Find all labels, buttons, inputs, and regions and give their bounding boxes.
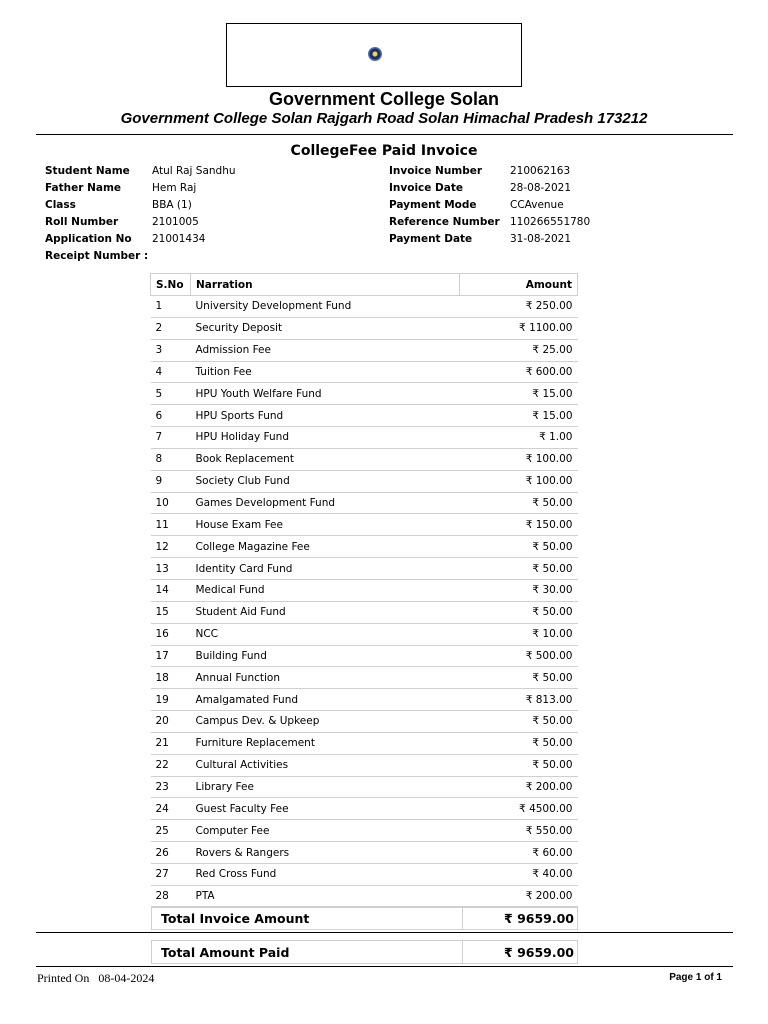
table-row — [151, 339, 578, 361]
row-sno: 11 — [151, 514, 191, 536]
payment-date-value: 31-08-2021 — [510, 233, 572, 245]
total-invoice-label: Total Invoice Amount — [161, 911, 310, 926]
footer-divider — [36, 966, 733, 967]
table-row — [151, 820, 578, 842]
table-row — [151, 601, 578, 623]
row-narration: HPU Sports Fund — [190, 405, 459, 427]
total-paid-divider — [462, 941, 463, 963]
row-narration: Red Cross Fund — [190, 863, 459, 885]
header-divider — [36, 134, 733, 135]
row-sno: 5 — [151, 383, 191, 405]
row-amount: ₹ 50.00 — [460, 667, 578, 689]
total-paid-box — [151, 940, 578, 964]
row-narration: College Magazine Fee — [190, 536, 459, 558]
row-amount: ₹ 100.00 — [460, 448, 578, 470]
row-amount: ₹ 150.00 — [460, 514, 578, 536]
totals-divider — [36, 932, 733, 933]
row-narration: Admission Fee — [190, 339, 459, 361]
table-row — [151, 885, 578, 907]
row-sno: 20 — [151, 711, 191, 733]
printed-on — [37, 971, 160, 986]
printed-on-label: Printed On — [37, 971, 90, 985]
invoice-info-values — [510, 163, 710, 248]
row-sno: 26 — [151, 842, 191, 864]
row-narration: Building Fund — [190, 645, 459, 667]
row-sno: 3 — [151, 339, 191, 361]
row-narration: Tuition Fee — [190, 361, 459, 383]
row-narration: Student Aid Fund — [190, 601, 459, 623]
payment-date-label: Payment Date — [389, 233, 473, 245]
row-narration: Identity Card Fund — [190, 558, 459, 580]
table-header-row — [151, 274, 578, 296]
college-name: Government College Solan — [268, 89, 500, 109]
row-narration: Guest Faculty Fee — [190, 798, 459, 820]
amount-header: Amount — [460, 274, 578, 296]
row-amount: ₹ 50.00 — [460, 754, 578, 776]
row-sno: 28 — [151, 885, 191, 907]
table-row — [151, 776, 578, 798]
table-row — [151, 558, 578, 580]
row-sno: 16 — [151, 623, 191, 645]
row-amount: ₹ 10.00 — [460, 623, 578, 645]
row-amount: ₹ 60.00 — [460, 842, 578, 864]
row-sno: 8 — [151, 448, 191, 470]
row-sno: 4 — [151, 361, 191, 383]
row-amount: ₹ 50.00 — [460, 492, 578, 514]
logo-box — [226, 23, 522, 87]
row-amount: ₹ 1100.00 — [460, 317, 578, 339]
reference-number-value: 110266551780 — [510, 216, 591, 228]
row-amount: ₹ 100.00 — [460, 470, 578, 492]
row-amount: ₹ 550.00 — [460, 820, 578, 842]
row-narration: House Exam Fee — [190, 514, 459, 536]
row-narration: Campus Dev. & Upkeep — [190, 711, 459, 733]
father-name-value: Hem Raj — [152, 182, 197, 194]
row-sno: 9 — [151, 470, 191, 492]
row-narration: NCC — [190, 623, 459, 645]
reference-number-label: Reference Number — [389, 216, 500, 228]
roll-number-value: 2101005 — [152, 216, 199, 228]
row-sno: 1 — [151, 296, 191, 318]
table-row — [151, 645, 578, 667]
row-sno: 19 — [151, 689, 191, 711]
row-narration: Library Fee — [190, 776, 459, 798]
table-row — [151, 689, 578, 711]
table-row — [151, 711, 578, 733]
row-sno: 2 — [151, 317, 191, 339]
row-amount: ₹ 50.00 — [460, 732, 578, 754]
row-sno: 27 — [151, 863, 191, 885]
table-row — [151, 754, 578, 776]
table-row — [151, 667, 578, 689]
application-no-value: 21001434 — [152, 233, 206, 245]
row-amount: ₹ 50.00 — [460, 536, 578, 558]
total-invoice-box — [151, 906, 578, 930]
row-narration: Annual Function — [190, 667, 459, 689]
row-narration: Medical Fund — [190, 579, 459, 601]
row-amount: ₹ 813.00 — [460, 689, 578, 711]
row-narration: University Development Fund — [190, 296, 459, 318]
table-row — [151, 405, 578, 427]
row-sno: 25 — [151, 820, 191, 842]
row-amount: ₹ 500.00 — [460, 645, 578, 667]
total-invoice-value: ₹ 9659.00 — [504, 911, 574, 926]
row-sno: 24 — [151, 798, 191, 820]
student-name-label: Student Name — [45, 165, 130, 177]
application-no-label: Application No — [45, 233, 132, 245]
row-narration: Furniture Replacement — [190, 732, 459, 754]
table-row — [151, 536, 578, 558]
row-sno: 18 — [151, 667, 191, 689]
row-sno: 10 — [151, 492, 191, 514]
invoice-title: CollegeFee Paid Invoice — [290, 143, 478, 159]
college-logo-icon — [368, 47, 382, 61]
row-amount: ₹ 1.00 — [460, 427, 578, 449]
row-narration: HPU Holiday Fund — [190, 427, 459, 449]
table-row — [151, 732, 578, 754]
table-row — [151, 623, 578, 645]
table-row — [151, 842, 578, 864]
table-row — [151, 579, 578, 601]
row-amount: ₹ 4500.00 — [460, 798, 578, 820]
table-row — [151, 514, 578, 536]
table-row — [151, 361, 578, 383]
row-narration: Society Club Fund — [190, 470, 459, 492]
student-info-values — [152, 163, 352, 265]
row-narration: Cultural Activities — [190, 754, 459, 776]
class-label: Class — [45, 199, 76, 211]
table-row — [151, 492, 578, 514]
narration-header: Narration — [190, 274, 459, 296]
row-amount: ₹ 15.00 — [460, 405, 578, 427]
table-row — [151, 448, 578, 470]
row-amount: ₹ 50.00 — [460, 601, 578, 623]
roll-number-label: Roll Number — [45, 216, 119, 228]
row-sno: 23 — [151, 776, 191, 798]
row-narration: Amalgamated Fund — [190, 689, 459, 711]
row-amount: ₹ 250.00 — [460, 296, 578, 318]
table-row — [151, 863, 578, 885]
total-paid-value: ₹ 9659.00 — [504, 945, 574, 960]
class-value: BBA (1) — [152, 199, 192, 211]
invoice-date-label: Invoice Date — [389, 182, 463, 194]
student-info-labels — [45, 163, 150, 265]
invoice-number-label: Invoice Number — [389, 165, 483, 177]
total-divider — [462, 907, 463, 929]
table-row — [151, 798, 578, 820]
payment-mode-value: CCAvenue — [510, 199, 564, 211]
row-sno: 21 — [151, 732, 191, 754]
row-sno: 13 — [151, 558, 191, 580]
row-narration: Games Development Fund — [190, 492, 459, 514]
row-sno: 17 — [151, 645, 191, 667]
row-sno: 6 — [151, 405, 191, 427]
row-sno: 12 — [151, 536, 191, 558]
receipt-number-value — [152, 248, 352, 265]
row-amount: ₹ 25.00 — [460, 339, 578, 361]
student-name-value: Atul Raj Sandhu — [152, 165, 236, 177]
printed-on-date: 08-04-2024 — [98, 971, 155, 985]
row-amount: ₹ 200.00 — [460, 885, 578, 907]
row-amount: ₹ 200.00 — [460, 776, 578, 798]
payment-mode-label: Payment Mode — [389, 199, 477, 211]
table-row — [151, 383, 578, 405]
row-sno: 14 — [151, 579, 191, 601]
row-sno: 15 — [151, 601, 191, 623]
row-sno: 22 — [151, 754, 191, 776]
row-amount: ₹ 600.00 — [460, 361, 578, 383]
row-narration: Rovers & Rangers — [190, 842, 459, 864]
row-narration: HPU Youth Welfare Fund — [190, 383, 459, 405]
row-narration: PTA — [190, 885, 459, 907]
sno-header: S.No — [151, 274, 191, 296]
invoice-number-value: 210062163 — [510, 165, 571, 177]
row-amount: ₹ 50.00 — [460, 711, 578, 733]
row-sno: 7 — [151, 427, 191, 449]
table-row — [151, 427, 578, 449]
fee-table — [150, 273, 578, 908]
row-amount: ₹ 30.00 — [460, 579, 578, 601]
college-address: Government College Solan Rajgarh Road Solan Himachal Pradesh 173212 — [120, 110, 648, 127]
row-narration: Book Replacement — [190, 448, 459, 470]
page-number: Page 1 of 1 — [669, 972, 722, 983]
invoice-date-value: 28-08-2021 — [510, 182, 572, 194]
table-row — [151, 470, 578, 492]
table-row — [151, 296, 578, 318]
invoice-info-labels — [389, 163, 507, 248]
row-narration: Computer Fee — [190, 820, 459, 842]
total-paid-label: Total Amount Paid — [161, 945, 290, 960]
fee-rows — [151, 296, 578, 908]
row-amount: ₹ 40.00 — [460, 863, 578, 885]
receipt-number-label: Receipt Number : — [45, 250, 149, 262]
table-row — [151, 317, 578, 339]
row-amount: ₹ 50.00 — [460, 558, 578, 580]
row-narration: Security Deposit — [190, 317, 459, 339]
father-name-label: Father Name — [45, 182, 122, 194]
row-amount: ₹ 15.00 — [460, 383, 578, 405]
